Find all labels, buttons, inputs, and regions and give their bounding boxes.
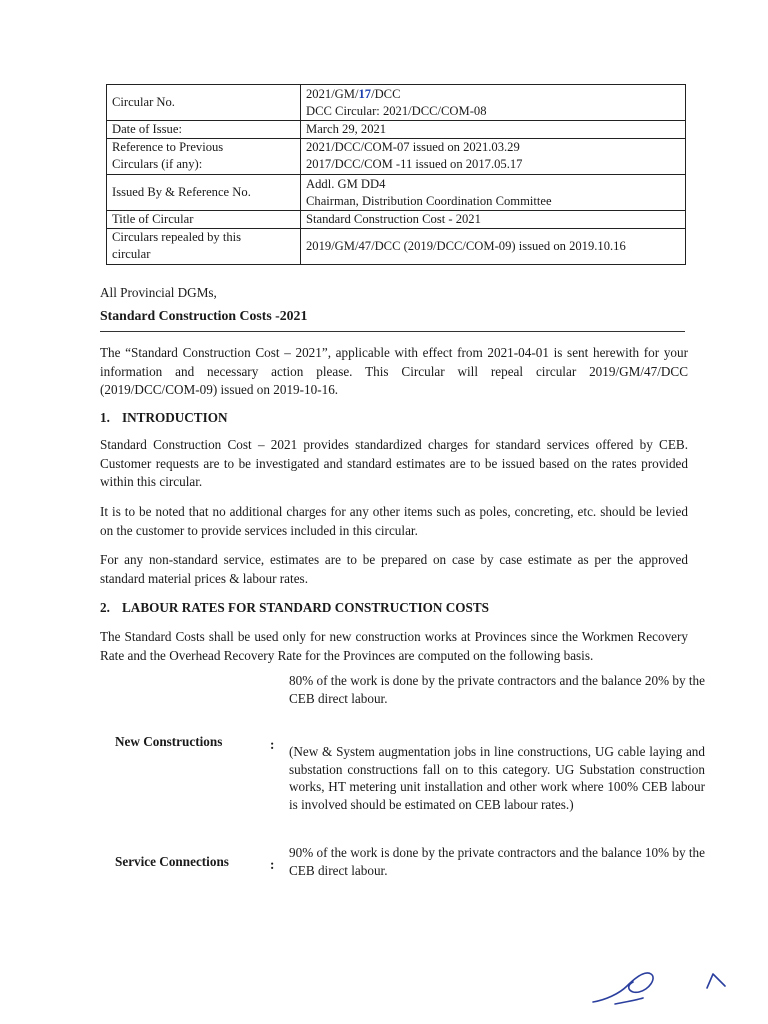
handwritten-number: 17 (358, 86, 372, 101)
reference-value: 2021/DCC/COM-07 issued on 2021.03.29 2017/DCC/COM -11 issued on 2017.05.17 (301, 139, 686, 175)
section-1-heading: 1. INTRODUCTION (100, 410, 228, 425)
new-constructions-colon: : (270, 737, 275, 752)
signature-initials (585, 960, 735, 1010)
section-1-paragraph-3: For any non-standard service, estimates are to be prepared on case by case estimate as per the approved standard material prices & labour rates. (100, 552, 688, 586)
table-row (107, 229, 686, 265)
service-connections-text: 90% of the work is done by the private contractors and the balance 10% by the CEB direct labour. (289, 845, 705, 878)
section-1-paragraph-2: It is to be noted that no additional charges for any other items such as poles, concreting, etc. should be levied on the customer to provide services included in this circular. (100, 504, 688, 538)
service-connections-term: Service Connections (115, 854, 229, 869)
repealed-value: 2019/GM/47/DCC (2019/DCC/COM-09) issued on 2019.10.16 (301, 229, 686, 265)
issued-by-value: Addl. GM DD4 Chairman, Distribution Coordination Committee (301, 175, 686, 211)
table-row (107, 121, 686, 139)
section-2-paragraph: The Standard Costs shall be used only for new construction works at Provinces since the Workmen Recovery Rate and the Overhead Recovery Rate for the Provinces are computed on the following basis. (100, 629, 688, 663)
new-constructions-text: 80% of the work is done by the private contractors and the balance 20% by the CEB direct labour. (289, 673, 705, 706)
intro-paragraph: The “Standard Construction Cost – 2021”, applicable with effect from 2021-04-01 is sent herewith for your information and necessary action please. This Circular will repeal circular 2019/GM/47/DCC (2019/DCC/COM-09) issued on 2019-10-16. (100, 345, 688, 397)
table-row (107, 85, 686, 121)
title-label: Title of Circular (107, 211, 301, 229)
new-constructions-term: New Constructions (115, 734, 223, 749)
table-row (107, 175, 686, 211)
circular-no-value: 2021/GM/17/DCC DCC Circular: 2021/DCC/COM-08 (301, 85, 686, 121)
date-of-issue-value: March 29, 2021 (301, 121, 686, 139)
table-row (107, 139, 686, 175)
circular-no-label: Circular No. (107, 85, 301, 121)
reference-label: Reference to Previous Circulars (if any): (107, 139, 301, 175)
subject-underline (100, 331, 685, 332)
date-of-issue-label: Date of Issue: (107, 121, 301, 139)
section-1-paragraph-1: Standard Construction Cost – 2021 provides standardized charges for standard services offered by CEB. Customer requests are to be investigated and standard estimates are to be issued based on the rates provided within this circular. (100, 437, 688, 489)
issued-by-label: Issued By & Reference No. (107, 175, 301, 211)
section-2-heading: 2. LABOUR RATES FOR STANDARD CONSTRUCTION COSTS (100, 600, 489, 615)
title-value: Standard Construction Cost - 2021 (301, 211, 686, 229)
circular-details-table (106, 84, 686, 265)
table-row (107, 211, 686, 229)
repealed-label: Circulars repealed by this circular (107, 229, 301, 265)
service-connections-colon: : (270, 857, 275, 872)
subject-heading: Standard Construction Costs -2021 (100, 308, 308, 323)
addressee: All Provincial DGMs, (100, 285, 217, 300)
new-constructions-note: (New & System augmentation jobs in line constructions, UG cable laying and substation constructions fall on to this category. UG Substation construction works, HT metering unit installation and other work where 100% CEB labour is involved should be estimated on CEB labour rates.) (289, 744, 705, 812)
